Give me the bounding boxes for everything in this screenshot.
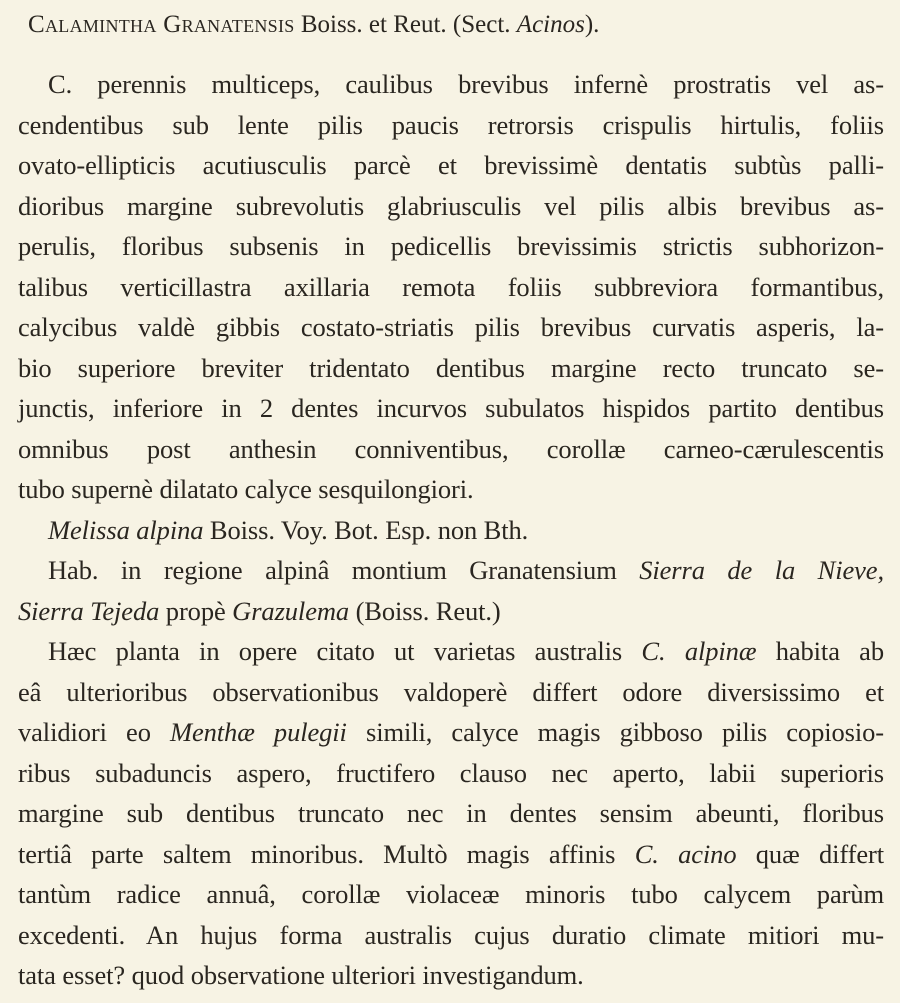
habitat-text: Hab. in regione alpinâ montium Granatensium — [48, 555, 640, 585]
locality-name: Grazulema — [232, 595, 350, 626]
description-line: cendentibus sub lente pilis paucis retrorsis crispulis hirtulis, foliis — [18, 109, 884, 140]
notes-line: excedenti. An hujus forma australis cujus duratio climate mitiori mu- — [18, 919, 884, 950]
notes-line: eâ ulterioribus observationibus valdoperè differt odore diversissimo et — [18, 676, 884, 707]
habitat-line — [18, 550, 884, 591]
synonym-name: Melissa alpina — [48, 514, 204, 545]
collector-citation: (Boiss. Reut.) — [349, 595, 501, 626]
description-line: dioribus margine subrevolutis glabriusculis vel pilis albis brevibus as- — [18, 190, 884, 221]
species-heading — [18, 6, 884, 44]
description-line: calycibus valdè gibbis costato-striatis pilis brevibus curvatis asperis, la- — [18, 312, 884, 342]
notes-text: quæ differt — [736, 838, 884, 869]
description-line: perulis, floribus subsenis in pedicellis brevissimis strictis subhorizon- — [18, 231, 884, 261]
notes-line — [18, 712, 884, 753]
notes-line: margine sub dentibus truncato nec in dentes sensim abeunti, floribus — [18, 798, 884, 828]
notes-line — [18, 631, 884, 672]
synonym-line — [18, 510, 884, 551]
habitat-paragraph — [18, 550, 884, 631]
description-line: junctis, inferiore in 2 dentes incurvos subulatos hispidos partito dentibus — [18, 393, 884, 423]
description-line: C. perennis multiceps, caulibus brevibus infernè prostratis vel as- — [48, 69, 884, 99]
notes-text: tertiâ parte saltem minoribus. Multò magis affinis — [18, 838, 635, 869]
notes-paragraph — [18, 631, 884, 996]
description-line: tubo supernè dilatato calyce sesquilongiori. — [18, 474, 474, 504]
description-line: bio superiore breviter tridentato dentibus margine recto truncato se- — [18, 352, 884, 383]
synonym-citation: Boiss. Voy. Bot. Esp. non Bth. — [203, 514, 529, 545]
taxon-name: C. alpinæ — [641, 636, 757, 666]
heading-close: ). — [584, 11, 600, 38]
species-name: Calamintha Granatensis — [28, 11, 295, 38]
taxon-name: Menthæ pulegii — [170, 717, 347, 747]
notes-text: simili, calyce magis gibboso pilis copiosio- — [346, 717, 884, 747]
notes-line: ribus subaduncis aspero, fructifero clauso nec aperto, labii superioris — [18, 757, 884, 788]
species-authors: Boiss. et Reut. (Sect. — [294, 11, 517, 38]
description-line: talibus verticillastra axillaria remota foliis subbreviora formantibus, — [18, 271, 884, 302]
description-paragraph — [18, 64, 884, 510]
section-name: Acinos — [516, 11, 585, 38]
notes-line — [18, 834, 884, 875]
notes-text: habita ab — [756, 636, 884, 666]
habitat-line — [18, 591, 884, 632]
notes-line: tata esset? quod observatione ulteriori investigandum. — [18, 960, 584, 990]
locality-name: Sierra Tejeda — [18, 595, 160, 626]
locality-name: Sierra de la Nieve, — [639, 555, 884, 585]
taxon-name: C. acino — [634, 838, 737, 869]
habitat-text: propè — [159, 595, 233, 626]
description-line: omnibus post anthesin conniventibus, corollæ carneo-cærulescentis — [18, 433, 884, 464]
notes-line: tantùm radice annuâ, corollæ violaceæ minoris tubo calycem parùm — [18, 879, 884, 909]
notes-text: Hæc planta in opere citato ut varietas australis — [48, 636, 642, 666]
notes-text: validiori eo — [18, 717, 170, 747]
description-line: ovato-ellipticis acutiusculis parcè et brevissimè dentatis subtùs palli- — [18, 150, 884, 180]
